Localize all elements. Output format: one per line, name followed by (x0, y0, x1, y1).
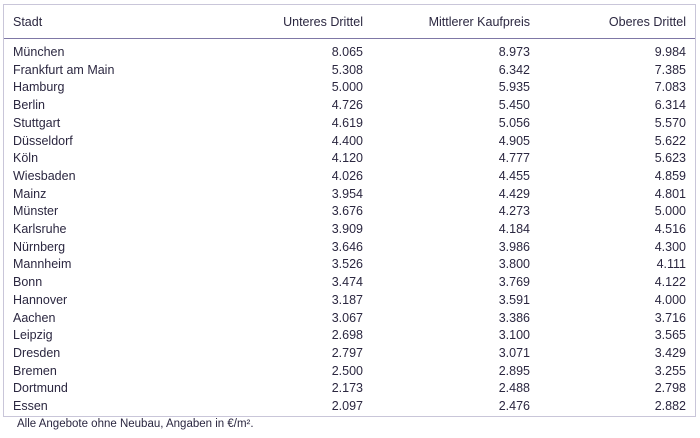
cell-city: Berlin (13, 98, 45, 113)
table-row (4, 292, 695, 310)
cell-city: Bonn (13, 275, 43, 290)
cell-lower-third: 3.187 (331, 292, 363, 307)
header-city: Stadt (4, 5, 209, 39)
table-row (4, 327, 695, 345)
cell-median-price: 3.100 (498, 328, 530, 343)
header-upper-third: Oberes Drittel (539, 5, 695, 39)
cell-city: Nürnberg (13, 239, 66, 254)
cell-city: Köln (13, 151, 39, 166)
cell-median-price: 3.591 (498, 292, 530, 307)
cell-median-price: 3.769 (498, 275, 530, 290)
cell-upper-third: 3.565 (654, 328, 686, 343)
cell-city: Hamburg (13, 80, 65, 95)
table-row (4, 380, 695, 398)
cell-upper-third: 7.385 (654, 62, 686, 77)
cell-median-price: 5.450 (498, 98, 530, 113)
table-row (4, 398, 695, 416)
cell-upper-third: 3.429 (654, 345, 686, 360)
cell-lower-third: 3.526 (331, 257, 363, 272)
cell-city: Karlsruhe (13, 222, 67, 237)
cell-upper-third: 4.801 (654, 186, 686, 201)
table-row (4, 62, 695, 80)
cell-lower-third: 3.954 (331, 186, 363, 201)
cell-city: Aachen (13, 310, 56, 325)
cell-median-price: 3.386 (498, 310, 530, 325)
price-table-container (3, 4, 696, 417)
table-row (4, 115, 695, 133)
table-row (4, 133, 695, 151)
cell-city: Essen (13, 399, 48, 414)
table-row (4, 97, 695, 115)
cell-city: München (13, 45, 65, 59)
cell-lower-third: 4.400 (331, 133, 363, 148)
cell-median-price: 2.476 (498, 399, 530, 414)
cell-lower-third: 4.619 (331, 115, 363, 130)
cell-city: Mainz (13, 186, 47, 201)
cell-lower-third: 5.308 (331, 62, 363, 77)
cell-upper-third: 3.716 (654, 310, 686, 325)
table-row (4, 363, 695, 381)
cell-city: Wiesbaden (13, 168, 76, 183)
cell-upper-third: 6.314 (654, 98, 686, 113)
table-body (4, 39, 695, 416)
table-row (4, 345, 695, 363)
table-row (4, 79, 695, 97)
table-row (4, 168, 695, 186)
cell-lower-third: 4.726 (331, 98, 363, 113)
table-row (4, 256, 695, 274)
cell-upper-third: 4.300 (654, 239, 686, 254)
cell-lower-third: 3.646 (331, 239, 363, 254)
cell-city: Bremen (13, 363, 57, 378)
cell-city: Stuttgart (13, 115, 61, 130)
cell-lower-third: 2.097 (331, 399, 363, 414)
cell-median-price: 2.488 (498, 381, 530, 396)
table-row (4, 186, 695, 204)
cell-lower-third: 4.026 (331, 168, 363, 183)
cell-lower-third: 2.797 (331, 345, 363, 360)
cell-median-price: 4.905 (498, 133, 530, 148)
cell-lower-third: 2.698 (331, 328, 363, 343)
cell-city: Leipzig (13, 328, 53, 343)
cell-city: Mannheim (13, 257, 72, 272)
cell-city: Hannover (13, 292, 68, 307)
cell-lower-third: 3.676 (331, 204, 363, 219)
cell-upper-third: 2.882 (654, 399, 686, 414)
cell-upper-third: 4.111 (656, 257, 686, 272)
cell-city: Dresden (13, 345, 61, 360)
cell-median-price: 5.056 (498, 115, 530, 130)
cell-median-price: 4.777 (498, 151, 530, 166)
table-row (4, 203, 695, 221)
table-row (4, 221, 695, 239)
cell-lower-third: 4.120 (331, 151, 363, 166)
cell-upper-third: 4.000 (654, 292, 686, 307)
cell-lower-third: 8.065 (331, 45, 363, 59)
cell-city: Dortmund (13, 381, 68, 396)
table-row (4, 150, 695, 168)
cell-lower-third: 3.067 (331, 310, 363, 325)
cell-upper-third: 4.122 (654, 275, 686, 290)
cell-upper-third: 5.000 (654, 204, 686, 219)
price-table (4, 5, 695, 416)
cell-median-price: 8.973 (498, 45, 530, 59)
cell-city: Düsseldorf (13, 133, 73, 148)
cell-upper-third: 5.570 (654, 115, 686, 130)
cell-city: Frankfurt am Main (13, 62, 115, 77)
table-row (4, 239, 695, 257)
table-header-row (4, 5, 695, 39)
cell-upper-third: 3.255 (654, 363, 686, 378)
cell-median-price: 4.455 (498, 168, 530, 183)
cell-lower-third: 3.474 (331, 275, 363, 290)
cell-lower-third: 2.500 (331, 363, 363, 378)
cell-median-price: 5.935 (498, 80, 530, 95)
cell-city: Münster (13, 204, 59, 219)
cell-upper-third: 4.859 (654, 168, 686, 183)
table-row (4, 274, 695, 292)
cell-median-price: 4.184 (498, 222, 530, 237)
table-row (4, 44, 695, 62)
table-row (4, 310, 695, 328)
header-lower-third: Unteres Drittel (209, 5, 372, 39)
cell-upper-third: 5.623 (654, 151, 686, 166)
cell-median-price: 6.342 (498, 62, 530, 77)
header-median-price: Mittlerer Kaufpreis (372, 5, 539, 39)
cell-upper-third: 5.622 (654, 133, 686, 148)
cell-upper-third: 2.798 (654, 381, 686, 396)
cell-median-price: 4.273 (498, 204, 530, 219)
cell-lower-third: 3.909 (331, 222, 363, 237)
cell-median-price: 3.071 (498, 345, 530, 360)
cell-lower-third: 2.173 (331, 381, 363, 396)
cell-median-price: 4.429 (498, 186, 530, 201)
cell-median-price: 3.986 (498, 239, 530, 254)
cell-upper-third: 9.984 (654, 45, 686, 59)
cell-median-price: 3.800 (498, 257, 530, 272)
footnote: Alle Angebote ohne Neubau, Angaben in €/m². (17, 418, 254, 430)
cell-upper-third: 7.083 (654, 80, 686, 95)
cell-median-price: 2.895 (498, 363, 530, 378)
cell-lower-third: 5.000 (331, 80, 363, 95)
cell-upper-third: 4.516 (654, 222, 686, 237)
